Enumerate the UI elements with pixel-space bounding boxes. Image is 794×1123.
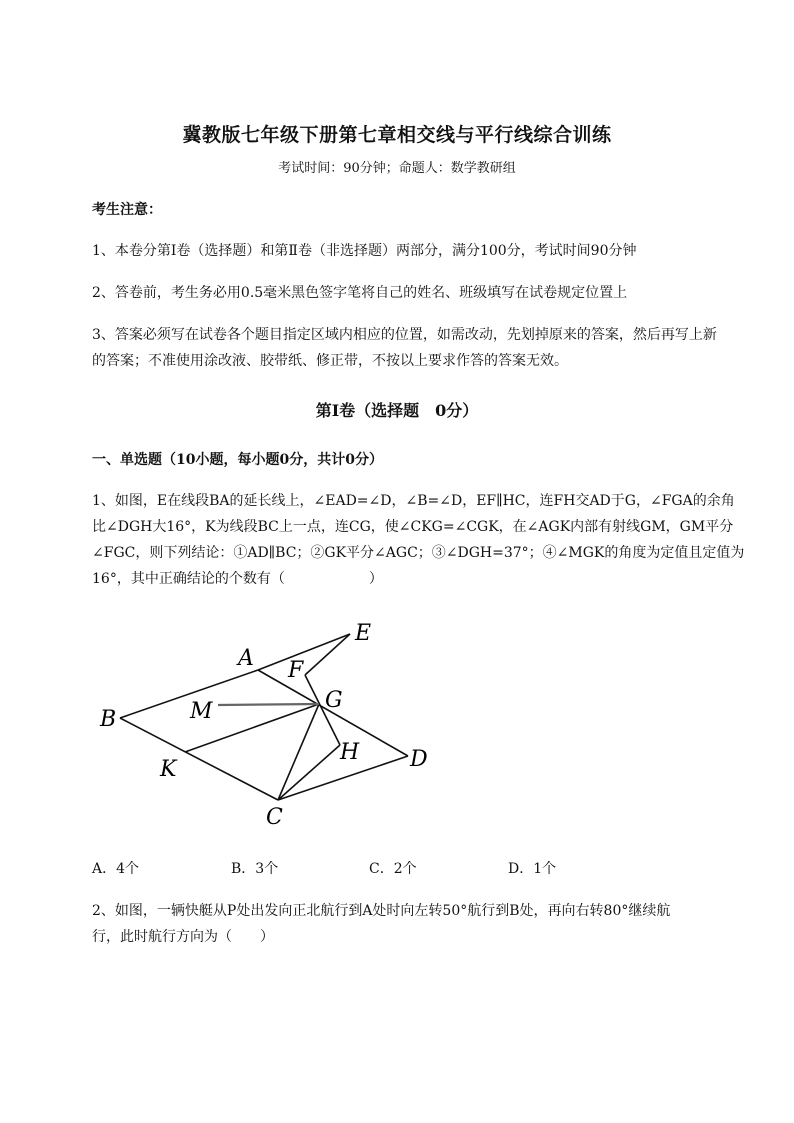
question-1-line-2: 比∠DGH大16°，K为线段BC上一点，连CG，使∠CKG=∠CGK，在∠AGK内部有射线GM，GM平分	[92, 519, 734, 535]
label-E: E	[355, 621, 372, 646]
question-1-option-d[interactable]: D．1个	[508, 861, 557, 877]
question-1-option-a[interactable]: A．4个	[92, 861, 140, 877]
part-heading: 一、单选题（10小题，每小题0分，共计0分）	[92, 452, 383, 468]
question-2-line-1: 2、如图，一辆快艇从P处出发向正北航行到A处时向左转50°航行到B处，再向右转80°继续航	[92, 903, 671, 919]
segment-BC	[120, 718, 278, 800]
notice-item-2: 2、答卷前，考生务必用0.5毫米黑色签字笔将自己的姓名、班级填写在试卷规定位置上	[92, 285, 628, 301]
label-D: D	[410, 747, 428, 772]
question-1-line-1: 1、如图，E在线段BA的延长线上，∠EAD=∠D，∠B=∠D，EF∥HC，连FH交AD于G，∠FGA的余角	[92, 493, 735, 509]
question-1-option-c[interactable]: C．2个	[369, 861, 417, 877]
question-1-option-b[interactable]: B．3个	[231, 861, 279, 877]
ray-GM	[218, 704, 319, 705]
segment-HC	[278, 745, 340, 800]
label-K: K	[160, 757, 177, 782]
label-G: G	[325, 688, 343, 713]
question-1-line-3: ∠FGC，则下列结论：①AD∥BC；②GK平分∠AGC；③∠DGH=37°；④∠MGK的角度为定值且定值为	[92, 545, 745, 561]
segment-BA	[120, 670, 258, 718]
document-title: 冀教版七年级下册第七章相交线与平行线综合训练	[182, 124, 612, 146]
section-title: 第Ⅰ卷（选择题 0分）	[315, 401, 479, 420]
segment-EF	[305, 634, 350, 675]
segment-GC	[278, 704, 319, 800]
exam-subtitle: 考试时间：90分钟；命题人：数学教研组	[278, 161, 516, 176]
notice-item-1: 1、本卷分第Ⅰ卷（选择题）和第Ⅱ卷（非选择题）两部分，满分100分，考试时间90分钟	[92, 243, 637, 259]
label-C: C	[266, 805, 283, 830]
label-A: A	[238, 646, 254, 671]
notice-heading: 考生注意：	[92, 202, 162, 218]
label-F: F	[288, 658, 304, 683]
segment-AD	[258, 670, 408, 756]
label-M: M	[190, 699, 213, 724]
question-1-line-4: 16°，其中正确结论的个数有（ ）	[92, 571, 383, 587]
question-2-line-2: 行，此时航行方向为（ ）	[92, 929, 274, 945]
geometry-figure	[90, 612, 450, 837]
segment-AE	[258, 634, 350, 670]
label-B: B	[100, 707, 117, 732]
notice-item-3-line-1: 3、答案必须写在试卷各个题目指定区域内相应的位置，如需改动，先划掉原来的答案，然后再写上新	[92, 327, 717, 343]
notice-item-3-line-2: 的答案；不准使用涂改液、胶带纸、修正带，不按以上要求作答的答案无效。	[92, 353, 568, 369]
label-H: H	[340, 740, 360, 765]
